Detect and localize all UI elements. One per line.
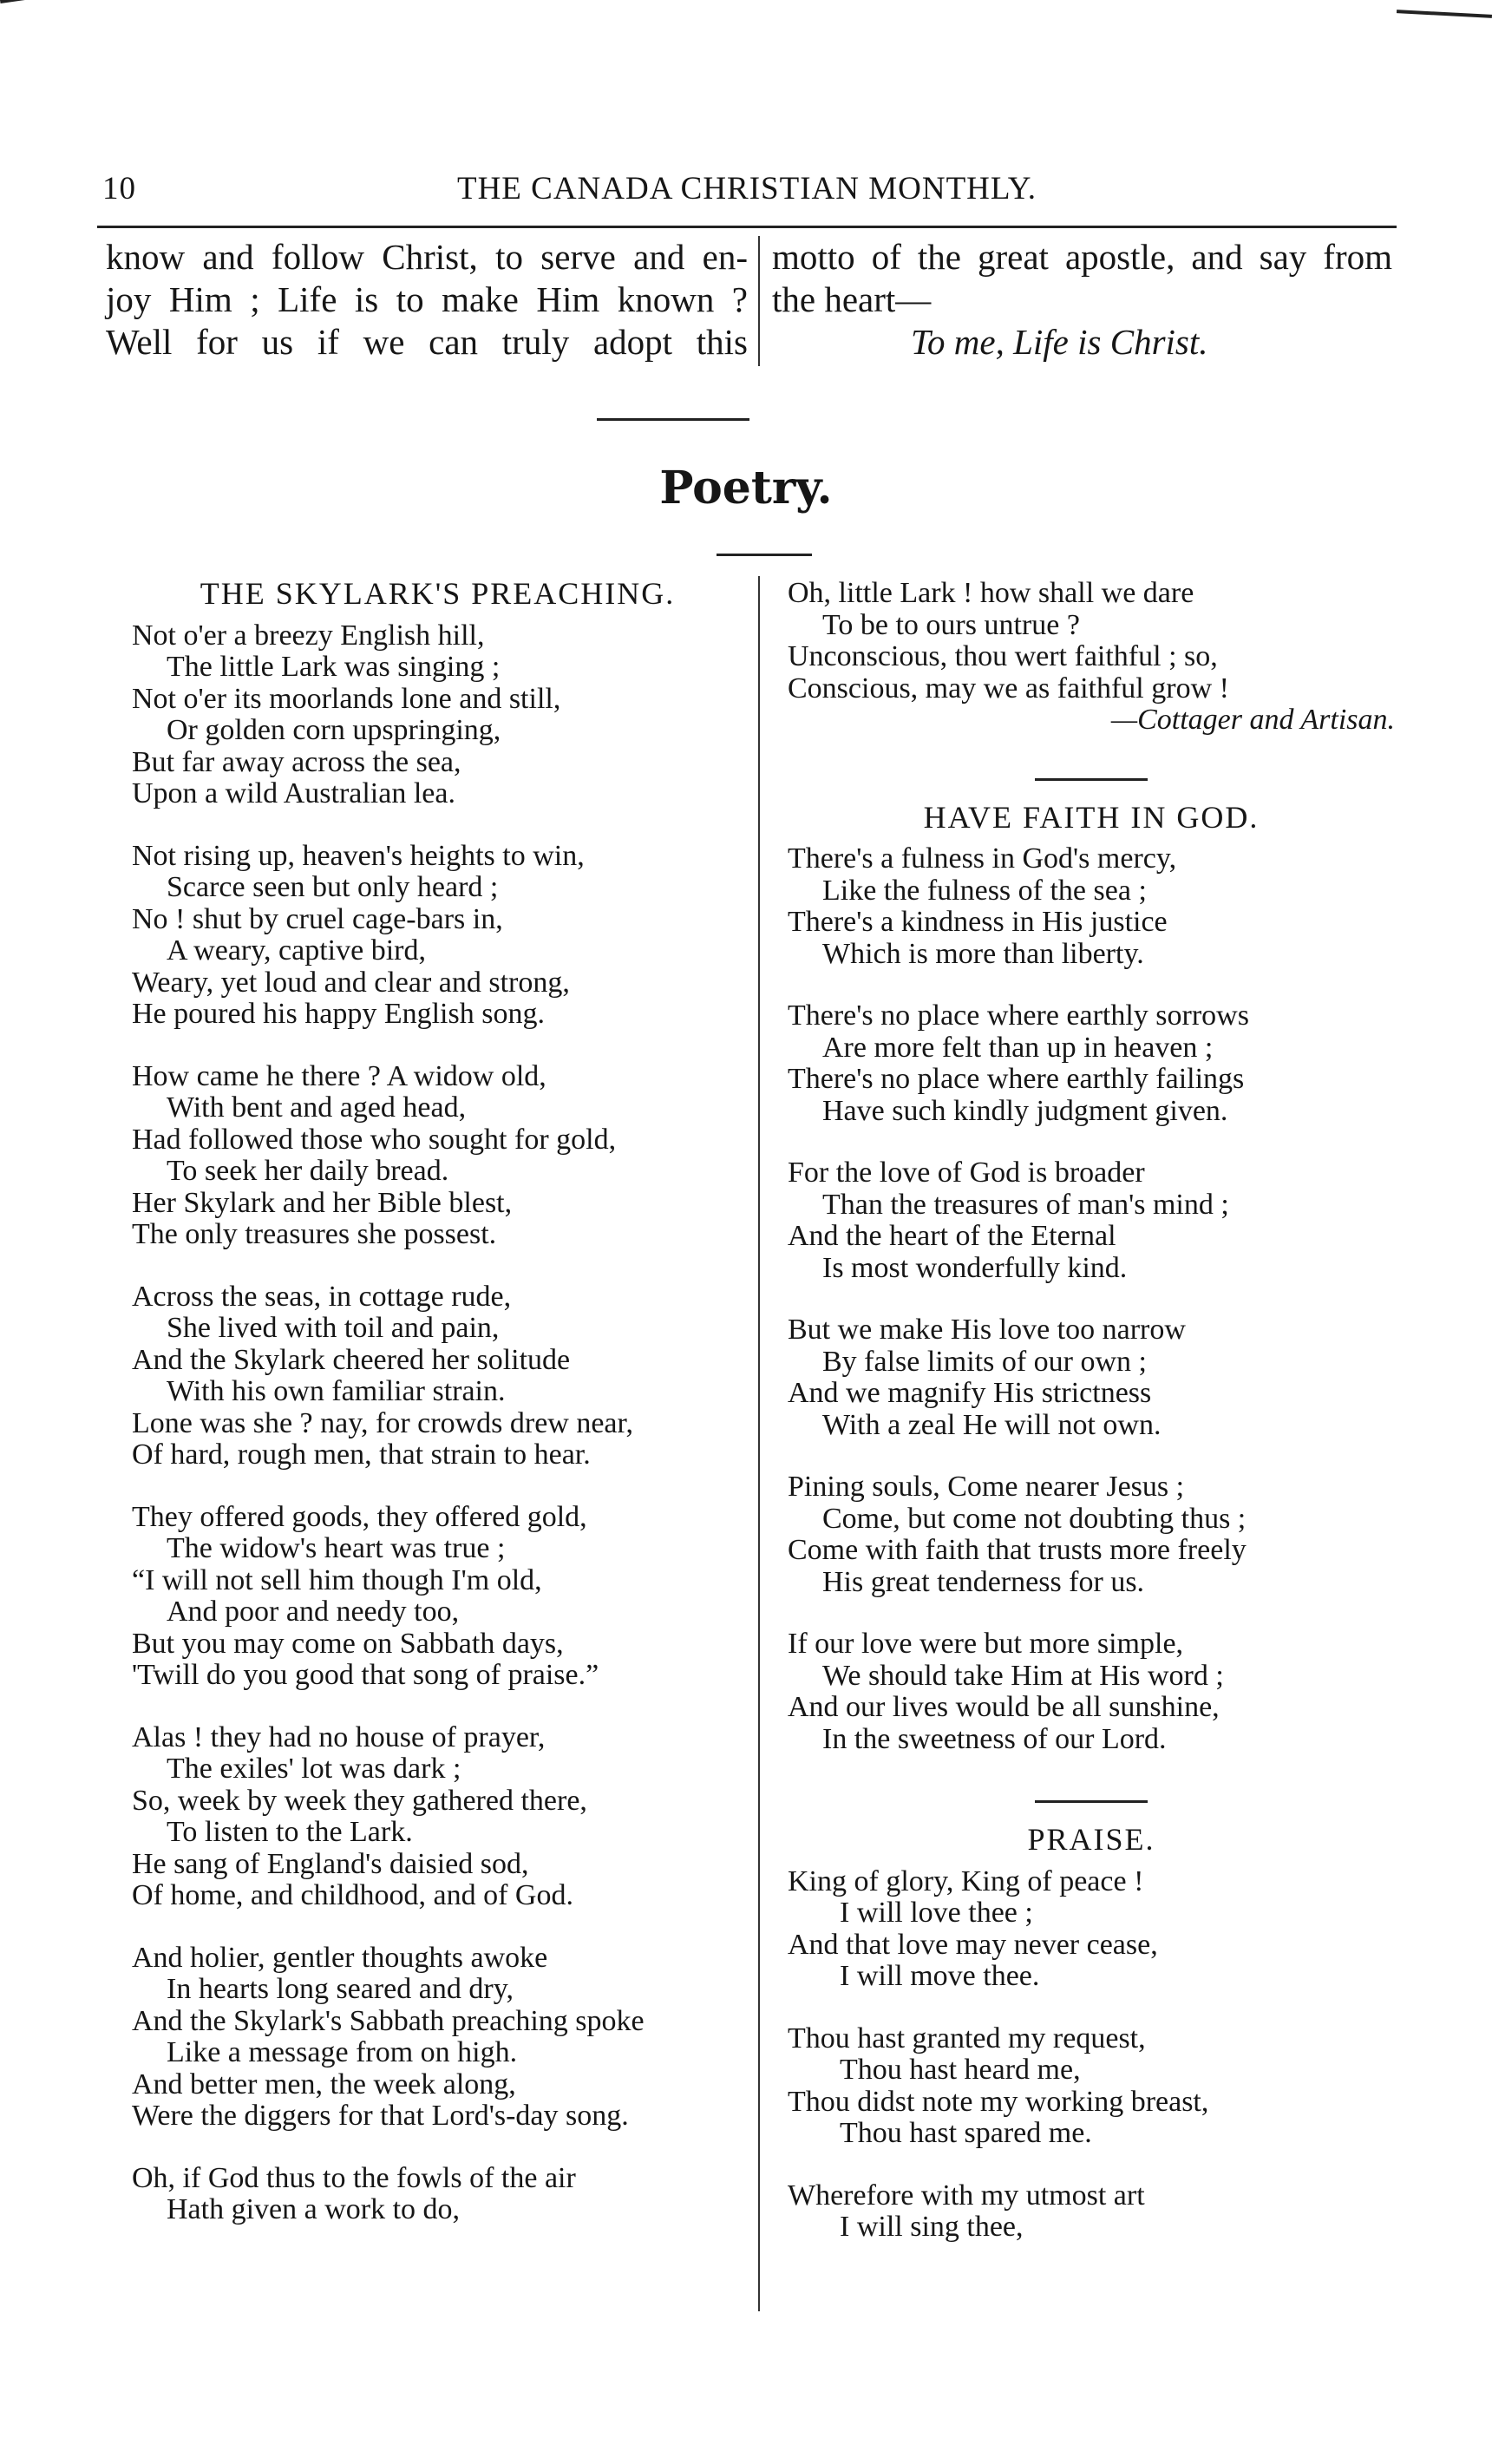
verse-line: How came he there ? A widow old, [132,1059,546,1092]
verse-line: The widow's heart was true ; [167,1532,506,1564]
verse-line: Pining souls, Come nearer Jesus ; [788,1471,1185,1503]
verse-line: And poor and needy too, [167,1596,460,1628]
verse-line: So, week by week they gathered there, [132,1784,587,1817]
section-separator [597,418,749,421]
verse-line: And holier, gentler thoughts awoke [132,1941,548,1974]
verse-line: In the sweetness of our Lord. [822,1722,1167,1755]
closing-motto: To me, Life is Christ. [911,322,1208,362]
stanza [788,2180,1395,2244]
verse-line: With his own familiar strain. [167,1375,506,1407]
verse-line: He poured his happy English song. [132,998,545,1030]
verse-line: 'Twill do you good that song of praise.” [132,1659,599,1691]
continuation-right [772,236,1392,364]
verse-line: Oh, if God thus to the fowls of the air [132,2161,576,2194]
verse-line: Thou hast heard me, [840,2054,1081,2086]
verse-line: And better men, the week along, [132,2068,516,2100]
verse-line: Oh, little Lark ! how shall we dare [788,577,1194,609]
verse-line: Wherefore with my utmost art [788,2179,1145,2212]
verse-line: King of glory, King of peace ! [788,1864,1144,1897]
column-divider [758,576,760,2311]
stanza [788,843,1395,970]
verse-line: For the love of God is broader [788,1157,1145,1189]
verse-line: With a zeal He will not own. [822,1408,1162,1441]
verse-line: Of home, and childhood, and of God. [132,1879,573,1911]
column-divider-top [758,236,760,366]
verse-line: Of hard, rough men, that strain to hear. [132,1438,591,1471]
verse-line: Weary, yet loud and clear and strong, [132,966,570,999]
stanza [132,1722,743,1912]
stanza [788,1000,1395,1127]
verse-line: But we make His love too narrow [788,1314,1186,1346]
continuation-line: the heart— [772,279,932,319]
poem-title: HAVE FAITH IN GOD. [923,799,1260,835]
stanza [788,1314,1395,1441]
verse-line: There's no place where earthly sorrows [788,999,1249,1032]
verse-line: We should take Him at His word ; [822,1659,1224,1692]
page-header [97,170,1397,213]
verse-line: The exiles' lot was dark ; [167,1753,461,1785]
verse-line: “I will not sell him though I'm old, [132,1563,542,1596]
stanza [132,1281,743,1471]
verse-line: Are more felt than up in heaven ; [822,1031,1214,1064]
section-heading: Poetry. [659,462,833,514]
verse-line: To be to ours untrue ? [822,608,1080,641]
verse-line: Unconscious, thou wert faithful ; so, [788,640,1218,672]
verse-line: Come, but come not doubting thus ; [822,1502,1247,1535]
verse-line: I will sing thee, [840,2211,1024,2243]
poem-attribution: —Cottager and Artisan. [1110,704,1395,736]
verse-line: And that love may never cease, [788,1928,1158,1961]
verse-line: Or golden corn upspringing, [167,714,501,746]
scan-artifact-right [1397,10,1492,18]
verse-line: Than the treasures of man's mind ; [822,1188,1229,1221]
continuation-left [106,236,748,364]
verse-line: Have such kindly judgment given. [822,1094,1228,1127]
verse-line: If our love were but more simple, [788,1628,1184,1660]
verse-line: There's a fulness in God's mercy, [788,842,1177,875]
verse-line: Like a message from on high. [167,2036,518,2068]
verse-line: Hath given a work to do, [167,2193,461,2225]
verse-line: By false limits of our own ; [822,1345,1147,1378]
verse-line: Which is more than liberty. [822,937,1144,970]
verse-line: To listen to the Lark. [167,1816,413,1848]
left-column [132,578,743,2257]
heading-underline [717,554,812,556]
verse-line: Across the seas, in cottage rude, [132,1280,512,1313]
poem-title: PRAISE. [1027,1822,1155,1857]
verse-line: He sang of England's daisied sod, [132,1847,529,1880]
verse-line: Alas ! they had no house of prayer, [132,1720,546,1753]
stanza [132,1502,743,1692]
verse-line: Were the diggers for that Lord's-day song. [132,2100,629,2132]
verse-line: With bent and aged head, [167,1091,467,1124]
stanza [132,1061,743,1251]
verse-line: No ! shut by cruel cage-bars in, [132,902,503,935]
verse-line: Thou hast granted my request, [788,2022,1146,2054]
continuation-line: joy Him ; Life is to make Him known ? [106,279,748,319]
stanza [132,620,743,810]
verse-line: But far away across the sea, [132,745,461,778]
stanza [788,578,1395,704]
verse-line: There's a kindness in His justice [788,906,1168,938]
verse-line: Not rising up, heaven's heights to win, [132,839,585,872]
continuation-line: Well for us if we can truly adopt this [106,322,748,362]
verse-line: There's no place where earthly failings [788,1063,1245,1095]
verse-line: And the Skylark's Sabbath preaching spoke [132,2004,645,2037]
verse-line: Not o'er a breezy English hill, [132,619,485,652]
page-number: 10 [102,171,136,206]
verse-line: In hearts long seared and dry, [167,1973,514,2005]
verse-line: And the Skylark cheered her solitude [132,1343,571,1376]
verse-line: Thou hast spared me. [840,2117,1092,2149]
verse-line: His great tenderness for us. [822,1565,1145,1598]
verse-line: But you may come on Sabbath days, [132,1627,564,1660]
verse-line: To seek her daily bread. [167,1155,449,1187]
verse-line: Come with faith that trusts more freely [788,1534,1247,1566]
stanza [788,1866,1395,1993]
stanza [788,2023,1395,2150]
verse-line: A weary, captive bird, [167,934,426,967]
verse-line: Had followed those who sought for gold, [132,1123,617,1156]
verse-line: And our lives would be all sunshine, [788,1691,1220,1723]
verse-line: Conscious, may we as faithful grow ! [788,672,1229,704]
verse-line: And we magnify His strictness [788,1377,1152,1409]
verse-line: I will move thee. [840,1960,1040,1992]
stanza [788,1471,1395,1598]
stanza [788,1157,1395,1284]
poem-title: THE SKYLARK'S PREACHING. [200,576,676,611]
right-column [788,578,1395,2274]
verse-line: The little Lark was singing ; [167,651,501,683]
verse-line: Like the fulness of the sea ; [822,874,1147,907]
verse-line: Lone was she ? nay, for crowds drew near, [132,1406,633,1439]
stanza [132,2163,743,2226]
verse-line: Her Skylark and her Bible blest, [132,1186,513,1219]
verse-line: Scarce seen but only heard ; [167,871,499,903]
header-rule [97,226,1397,228]
stanza [132,841,743,1031]
stanza [788,1628,1395,1755]
verse-line: Upon a wild Australian lea. [132,777,455,809]
verse-line: Not o'er its moorlands lone and still, [132,682,561,715]
continuation-line: motto of the great apostle, and say from [772,237,1392,277]
continuation-line: know and follow Christ, to serve and en- [106,237,748,277]
verse-line: And the heart of the Eternal [788,1220,1116,1252]
verse-line: The only treasures she possest. [132,1218,497,1250]
running-title: THE CANADA CHRISTIAN MONTHLY. [456,171,1037,206]
scan-artifact-left [0,0,54,28]
verse-line: Thou didst note my working breast, [788,2085,1209,2118]
poem-separator [1035,1800,1148,1803]
stanza [132,1943,743,2133]
verse-line: She lived with toil and pain, [167,1312,500,1344]
poem-separator [1035,778,1148,781]
verse-line: They offered goods, they offered gold, [132,1500,587,1533]
verse-line: Is most wonderfully kind. [822,1251,1128,1284]
verse-line: I will love thee ; [840,1897,1033,1929]
